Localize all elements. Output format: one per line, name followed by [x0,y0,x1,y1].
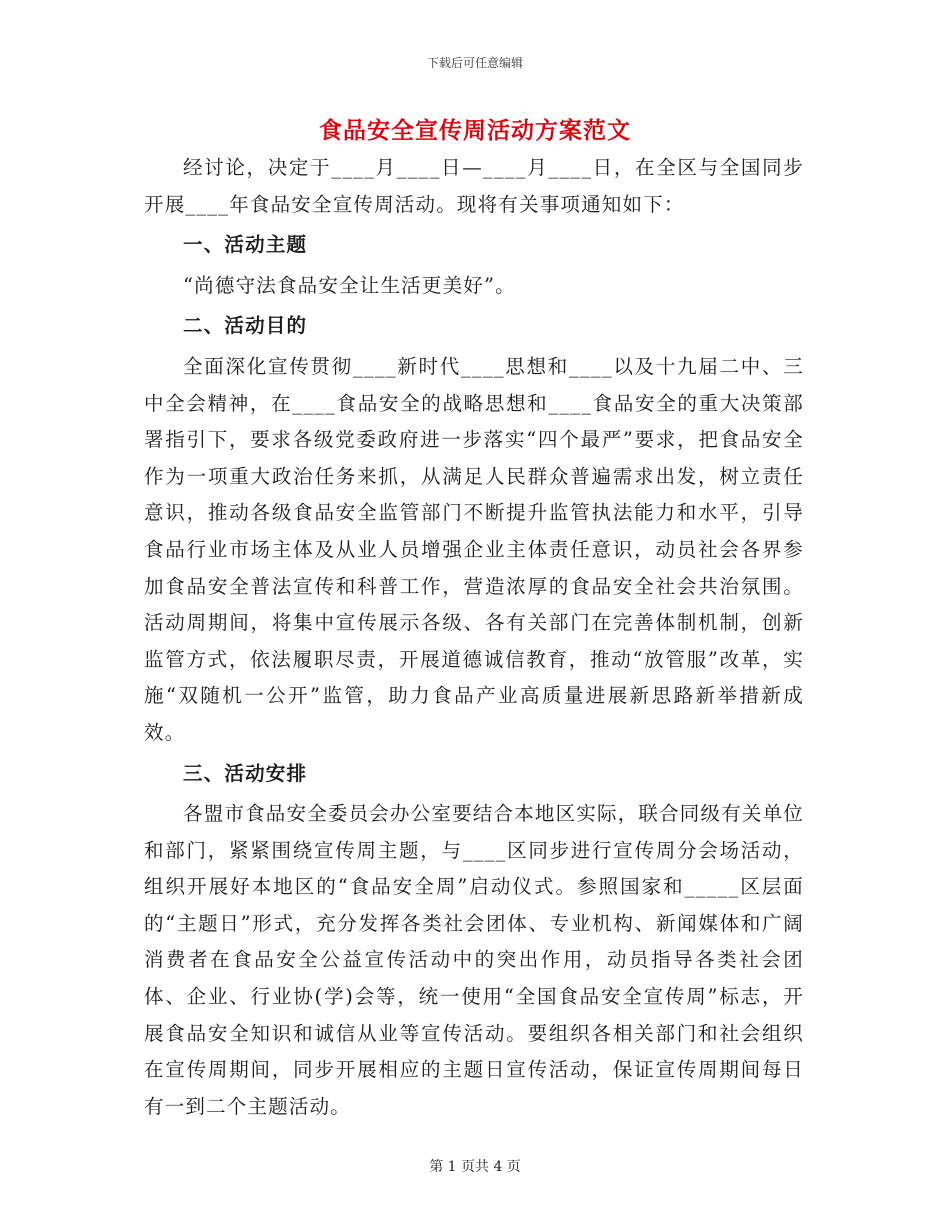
section-heading-theme: 一、活动主题 [183,233,308,257]
section-heading-arrangement: 三、活动安排 [183,761,308,785]
document-body [144,150,804,1125]
section-text-theme: “尚德守法食品安全让生活更美好”。 [183,273,516,297]
page-footer: 第 1 页共 4 页 [429,1159,521,1175]
section-text-purpose: 全面深化宣传贯彻____新时代____思想和____以及十九届二中、三中全会精神，在____食品安全的战略思想和____食品安全的重大决策部署指引下，要求各级党委政府进一步落实“四个最严”要求，把食品安全作为一项重大政治任务来抓，从满足人民群众普遍需求出发，树立责任意识，推动各级食品安全监管部门不断提升监管执法能力和水平，引导食品行业市场主体及从业人员增强企业主体责任意识，动员社会各界参加食品安全普法宣传和科普工作，营造浓厚的食品安全社会共治氛围。活动周期间，将集中宣传展示各级、各有关部门在完善体制机制，创新监管方式，依法履职尽责，开展道德诚信教育，推动“放管服”改革，实施“双随机一公开”监管，助力食品产业高质量进展新思路新举措新成效。 [144,354,804,744]
intro-paragraph: 经讨论，决定于____月____日—____月____日，在全区与全国同步开展____年食品安全宣传周活动。现将有关事项通知如下： [144,156,804,216]
section-text-arrangement: 各盟市食品安全委员会办公室要结合本地区实际，联合同级有关单位和部门，紧紧围绕宣传周主题，与____区同步进行宣传周分会场活动，组织开展好本地区的“食品安全周”启动仪式。参照国家和_____区层面的“主题日”形式，充分发挥各类社会团体、专业机构、新闻媒体和广阔消费者在食品安全公益宣传活动中的突出作用，动员指导各类社会团体、企业、行业协(学)会等，统一使用“全国食品安全宣传周”标志，开展食品安全知识和诚信从业等宣传活动。要组织各相关部门和社会组织在宣传周期间，同步开展相应的主题日宣传活动，保证宣传周期间每日有一到二个主题活动。 [144,802,805,1118]
document-title: 食品安全宣传周活动方案范文 [319,118,631,144]
page-header: 下载后可任意编辑 [426,56,523,70]
section-heading-purpose: 二、活动目的 [183,314,308,338]
